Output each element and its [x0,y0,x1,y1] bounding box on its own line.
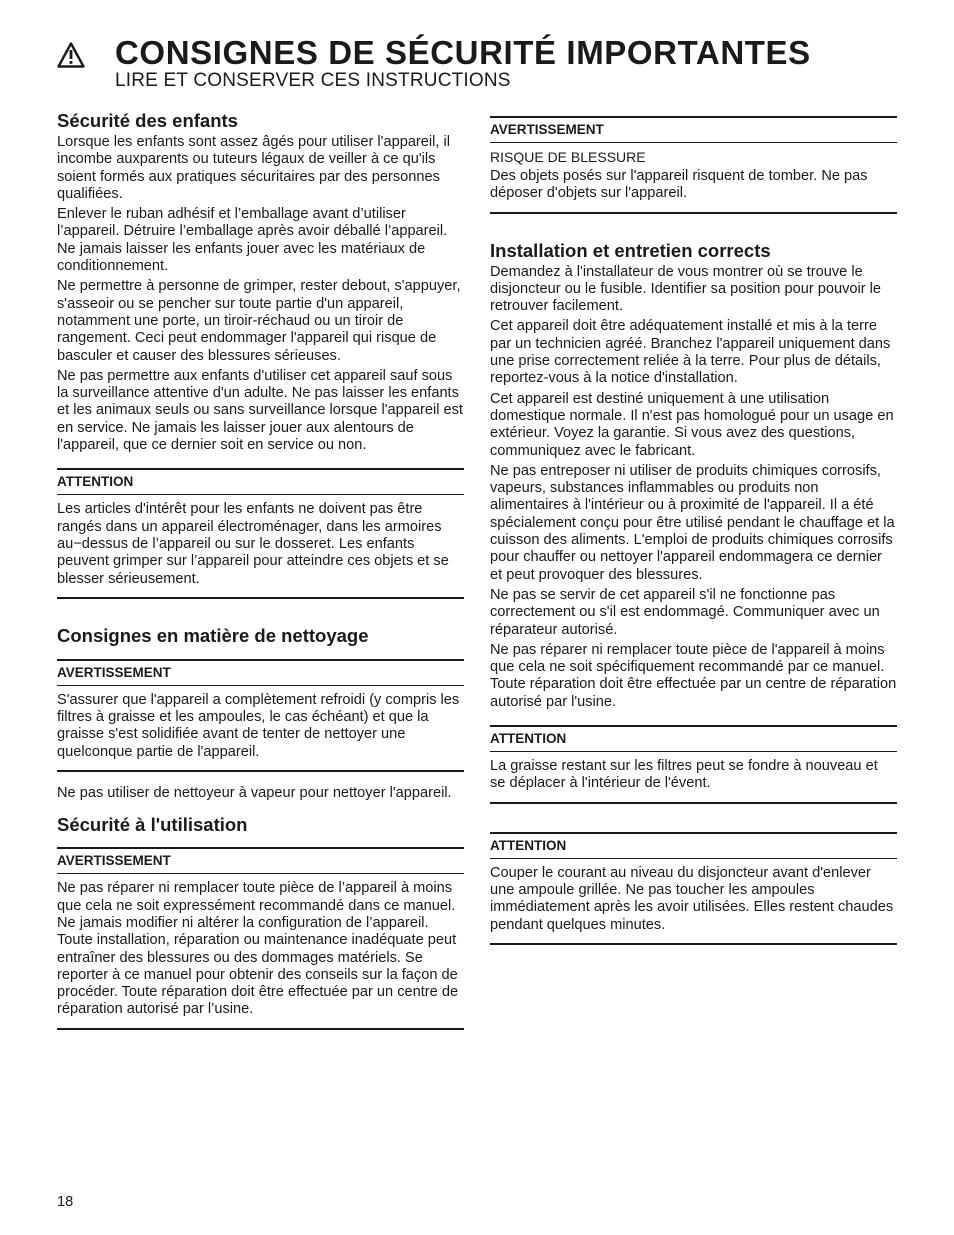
installation-section [490,240,897,945]
attention-text: Les articles d'intérêt pour les enfants ne doivent pas être rangés dans un appareil électroménager, dans les armoires au−dessus de l’appareil ou sur le dosseret. Les enfants peuvent grimper sur l’appareil pour atteindre ces objets et se blesser sérieusement. [57,501,449,587]
attention-text: Couper le courant au niveau du disjoncteur avant d'enlever une ampoule grillée. Ne pas toucher les ampoules immédiatement après les avoir utilisées. Elles restent chaudes pendant quelques minutes. [490,864,894,933]
cleaning-section [57,625,464,802]
warning-label: AVERTISSEMENT [57,849,464,874]
warning-label: AVERTISSEMENT [490,118,897,143]
attention-label: ATTENTION [57,470,464,495]
injury-warning-box [490,116,897,214]
cleaning-warning-box [57,659,464,772]
installation-heading: Installation et entretien corrects [490,239,771,261]
warning-text: Des objets posés sur l'appareil risquent de tomber. Ne pas déposer d'objets sur l'appareil. [490,168,868,202]
installation-paragraph: Cet appareil doit être adéquatement installé et mis à la terre par un technicien agréé. Branchez l'appareil uniquement dans une prise correctement reliée à la terre. Pour plus de détails, reportez‑vous à la notice d'installation. [490,318,891,387]
child-safety-attention-box [57,468,464,598]
usage-warning-box [57,847,464,1029]
child-safety-heading: Sécurité des enfants [57,110,238,131]
bulb-attention-box [490,832,897,945]
child-safety-paragraph: Ne pas permettre aux enfants d'utiliser cet appareil sauf sous la surveillance attentive d'un adulte. Ne pas laisser les enfants et les animaux seuls ou sans surveillance lorsque l'appareil est en service. Ne jamais les laisser jouer aux alentours de l'appareil, que ce dernier soit en service ou non. [57,367,463,454]
left-column [57,110,464,1030]
warning-triangle-icon [57,42,85,68]
child-safety-paragraph: Lorsque les enfants sont assez âgés pour utiliser l'appareil, il incombe auxparents ou tuteurs légaux de veiller à ce qu'ils soient formés aux pratiques sécuritaires par des personnes qualifiées. [57,134,450,202]
cleaning-heading: Consignes en matière de nettoyage [57,624,369,646]
attention-text: La graisse restant sur les filtres peut se fondre à nouveau et se déplacer à l'intérieur de l'évent. [490,758,878,792]
installation-paragraph: Ne pas entreposer ni utiliser de produits chimiques corrosifs, vapeurs, substances inflammables ou produits non alimentaires à l'intérieur ou à proximité de l'appareil. Il a été spécialement conçu pour être utilisé pendant le chauffage et la cuisson des aliments. L'emploi de produits chimiques corrosifs pour chauffer ou nettoyer l'appareil endommagera ce dernier et peut provoquer des blessures. [490,462,895,583]
usage-section [57,814,464,1029]
cleaning-note: Ne pas utiliser de nettoyeur à vapeur pour nettoyer l'appareil. [57,785,452,802]
right-column [490,116,897,945]
installation-paragraph: Ne pas réparer ni remplacer toute pièce de l'appareil à moins que cela ne soit spécifiquement recommandé par ce manuel. Toute réparation doit être effectuée par un centre de réparation autorisé par l'usine. [490,641,897,710]
attention-label: ATTENTION [490,834,897,859]
page-number: 18 [57,1194,74,1210]
child-safety-section [57,110,464,599]
installation-paragraph: Demandez à l'installateur de vous montrer où se trouve le disjoncteur ou le fusible. Identifier sa position pour pouvoir le retrouver facilement. [490,263,882,315]
warning-text: Ne pas réparer ni remplacer toute pièce de l’appareil à moins que cela ne soit expressément recommandé dans ce manuel. Ne jamais modifier ni altérer la configuration de l’appareil. Toute installation, réparation ou maintenance inadéquate peut entraîner des blessures ou des dommages matériels. Se reporter à ce manuel pour obtenir des conseils sur la façon de procéder. Toute réparation doit être effectuée par un centre de réparation autorisé par l’usine. [57,880,459,1018]
warning-text: S'assurer que l'appareil a complètement refroidi (y compris les filtres à graisse et les ampoules, le cas échéant) et que la graisse s'est solidifiée avant de tenter de nettoyer une quelconque partie de l'appareil. [57,691,460,760]
risk-label: RISQUE DE BLESSURE [490,149,646,165]
grease-attention-box [490,725,897,804]
child-safety-paragraph: Ne permettre à personne de grimper, rester debout, s'appuyer, s'asseoir ou se pencher sur toute partie d'un appareil, notamment une porte, un tiroir‑réchaud ou un tiroir de rangement. Ceci peut endommager l'appareil qui risque de basculer et causer des blessures sérieuses. [57,278,461,364]
installation-paragraph: Ne pas se servir de cet appareil s'il ne fonctionne pas correctement ou s'il est endommagé. Communiquer avec un réparateur autorisé. [490,586,880,638]
child-safety-paragraph: Enlever le ruban adhésif et l’emballage avant d’utiliser l’appareil. Détruire l’emballage après avoir déballé l’appareil. Ne jamais laisser les enfants jouer avec les matériaux de conditionnement. [57,206,448,275]
usage-heading: Sécurité à l'utilisation [57,814,248,836]
page-title: CONSIGNES DE SÉCURITÉ IMPORTANTES [115,34,811,71]
attention-label: ATTENTION [490,727,897,752]
installation-paragraph: Cet appareil est destiné uniquement à une utilisation domestique normale. Il n'est pas homologué pour un usage en extérieur. Voyez la garantie. Si vous avez des questions, communiquez avec le fabricant. [490,390,894,459]
warning-label: AVERTISSEMENT [57,661,464,686]
page-subtitle: LIRE ET CONSERVER CES INSTRUCTIONS [115,70,511,91]
